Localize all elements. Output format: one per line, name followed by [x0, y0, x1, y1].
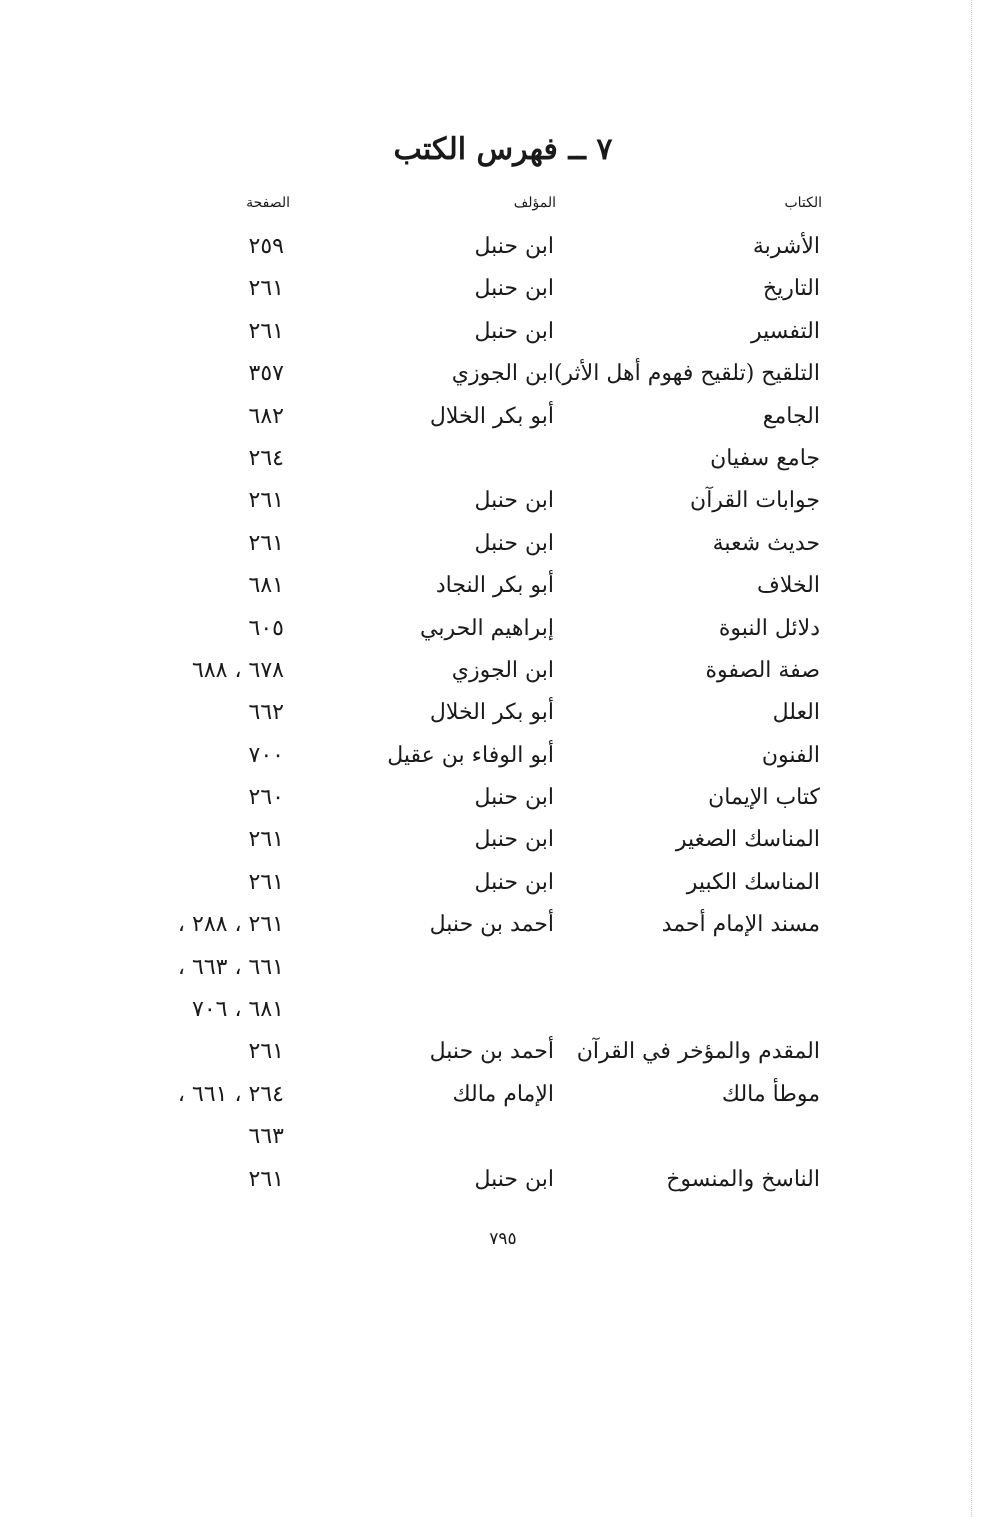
book-title: صفة الصفوة [705, 657, 820, 683]
book-title: المقدم والمؤخر في القرآن [576, 1039, 820, 1065]
table-row [0, 692, 1006, 734]
table-row [0, 777, 1006, 819]
book-title: موطأ مالك [721, 1081, 820, 1107]
book-pages: ٢٦١ [248, 530, 284, 556]
book-pages: ٦٦١ ، ٦٦٣ ، [177, 954, 284, 980]
table-row [0, 947, 1006, 989]
book-pages: ٦٠٥ [248, 615, 284, 641]
book-title: الناسخ والمنسوخ [666, 1166, 820, 1192]
table-row [0, 438, 1006, 480]
table-row [0, 819, 1006, 861]
table-row [0, 1116, 1006, 1158]
book-title: المناسك الصغير [675, 827, 820, 853]
book-author: أبو بكر الخلال [429, 403, 554, 429]
book-pages: ٢٦١ [248, 1039, 284, 1065]
book-author: أبو بكر الخلال [429, 700, 554, 726]
table-row [0, 523, 1006, 565]
table-row [0, 862, 1006, 904]
table-row [0, 226, 1006, 268]
book-author [354, 1116, 554, 1158]
table-row [0, 396, 1006, 438]
book-author: أبو الوفاء بن عقيل [387, 742, 554, 768]
table-row [0, 650, 1006, 692]
table-row [0, 735, 1006, 777]
book-author: ابن حنبل [474, 488, 554, 514]
book-author [354, 438, 554, 480]
book-pages: ٣٥٧ [248, 361, 284, 387]
column-header-book: الكتاب [784, 195, 822, 211]
book-title: دلائل النبوة [718, 615, 820, 641]
book-title [580, 1116, 820, 1158]
book-pages: ٦٨١ [248, 573, 284, 599]
table-row [0, 353, 1006, 395]
book-author: ابن حنبل [474, 827, 554, 853]
book-author: ابن حنبل [474, 869, 554, 895]
table-row [0, 608, 1006, 650]
book-pages: ٦٧٨ ، ٦٨٨ [192, 657, 284, 683]
book-title: الجامع [762, 403, 820, 429]
book-pages: ٢٦١ [248, 318, 284, 344]
book-pages: ٢٦١ [248, 488, 284, 514]
column-header-author: المؤلف [513, 195, 556, 211]
book-title: التاريخ [762, 276, 820, 302]
book-author: ابن حنبل [474, 318, 554, 344]
book-title: كتاب الإيمان [708, 785, 820, 811]
book-author: أحمد بن حنبل [429, 1039, 554, 1065]
table-row [0, 565, 1006, 607]
book-author: ابن حنبل [474, 1166, 554, 1192]
book-pages: ٢٦١ [248, 1166, 284, 1192]
book-pages: ٢٥٩ [248, 234, 284, 259]
book-title: الخلاف [757, 573, 820, 599]
book-pages: ٢٦١ ، ٢٨٨ ، [177, 912, 284, 938]
book-pages: ٦٨١ ، ٧٠٦ [192, 997, 284, 1023]
book-title: مسند الإمام أحمد [661, 912, 820, 938]
book-title [580, 989, 820, 1031]
book-author: إبراهيم الحربي [420, 615, 554, 641]
book-author: ابن حنبل [474, 530, 554, 556]
book-author: الإمام مالك [452, 1081, 554, 1107]
table-row [0, 904, 1006, 946]
page-number: ٧٩٥ [489, 1229, 517, 1249]
book-pages: ٦٦٢ [248, 700, 284, 726]
table-row [0, 268, 1006, 310]
book-title: التلقيح (تلقيح فهوم أهل الأثر) [553, 361, 820, 387]
book-author: ابن حنبل [474, 234, 554, 259]
book-pages: ٢٦٠ [248, 785, 284, 811]
book-author: ابن حنبل [474, 785, 554, 811]
column-header-page: الصفحة [246, 195, 290, 211]
book-pages: ٢٦١ [248, 276, 284, 302]
book-title: التفسير [751, 318, 820, 344]
book-pages: ٦٨٢ [248, 403, 284, 429]
book-title: المناسك الكبير [686, 869, 820, 895]
book-author [354, 989, 554, 1031]
book-pages: ٢٦٤ ، ٦٦١ ، [177, 1081, 284, 1107]
table-row [0, 1074, 1006, 1116]
book-pages: ٧٠٠ [248, 742, 284, 768]
book-title: العلل [772, 700, 820, 726]
book-title [580, 947, 820, 989]
book-title: جوابات القرآن [690, 488, 820, 514]
table-row [0, 311, 1006, 353]
table-row [0, 480, 1006, 522]
table-row [0, 1031, 1006, 1073]
book-author: ابن حنبل [474, 276, 554, 302]
book-author [354, 947, 554, 989]
book-author: ابن الجوزي [451, 657, 554, 683]
book-author: أبو بكر النجاد [435, 573, 554, 599]
book-pages: ٢٦٤ [248, 445, 284, 471]
book-title: الفنون [761, 742, 820, 768]
book-title: جامع سفيان [710, 445, 820, 471]
book-pages: ٦٦٣ [248, 1124, 284, 1150]
page-title: ٧ ــ فهرس الكتب [393, 132, 613, 167]
book-pages: ٢٦١ [248, 827, 284, 853]
book-pages: ٢٦١ [248, 869, 284, 895]
book-author: ابن الجوزي [451, 361, 554, 387]
book-title: حديث شعبة [712, 530, 820, 556]
book-author: أحمد بن حنبل [429, 912, 554, 938]
table-row [0, 989, 1006, 1031]
table-row [0, 1159, 1006, 1201]
book-title: الأشربة [752, 234, 820, 259]
books-index-table [0, 226, 1006, 1206]
